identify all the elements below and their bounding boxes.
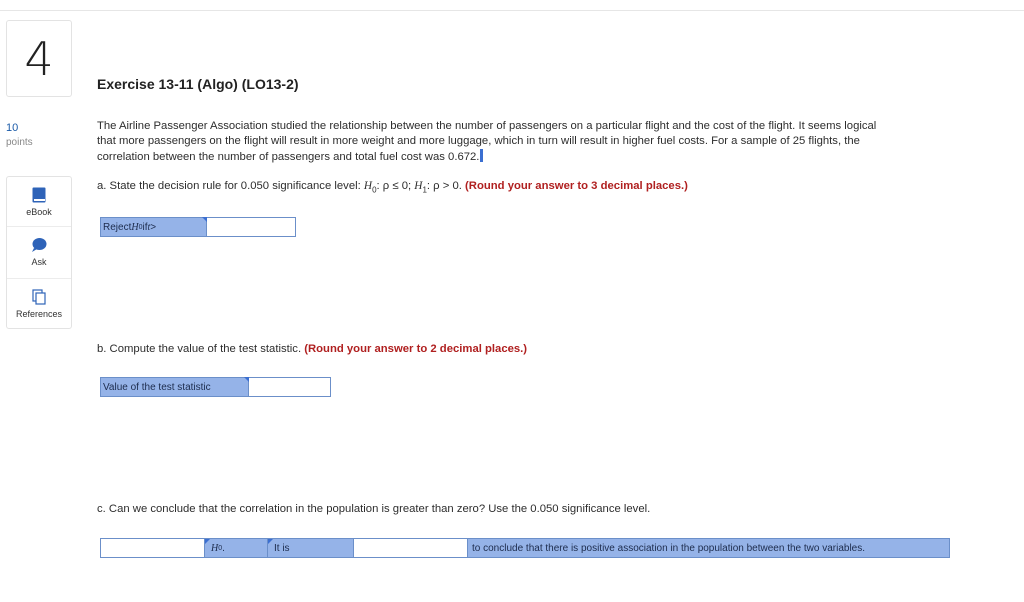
- part-b-prefix: b. Compute the value of the test statistic.: [97, 343, 305, 355]
- reject-text: Reject: [103, 221, 132, 233]
- chat-bubble-icon: [31, 237, 47, 253]
- it-is-label: [268, 539, 354, 557]
- part-a-prompt: [97, 180, 688, 194]
- conclusion-label: [468, 539, 949, 557]
- h0-label-period: .: [222, 542, 225, 554]
- part-a-hint: (Round your answer to 3 decimal places.): [465, 180, 688, 192]
- tools-panel: [6, 176, 72, 329]
- label-h-subscript: 0: [138, 223, 143, 231]
- part-a-prefix: a. State the decision rule for 0.050 significance level:: [97, 180, 364, 192]
- h0-subscript: 0: [372, 185, 377, 195]
- test-statistic-label-text: Value of the test statistic: [103, 381, 211, 393]
- part-a-answer-row: [100, 217, 296, 237]
- flag-marker: [244, 377, 249, 382]
- flag-marker: [202, 217, 207, 222]
- points-label: points: [6, 137, 33, 148]
- question-number: 4: [24, 31, 54, 86]
- flag-marker: [268, 539, 273, 544]
- it-is-text: It is: [274, 542, 290, 554]
- h0-label-subscript: 0: [218, 544, 223, 552]
- exercise-intro: [97, 119, 897, 165]
- test-statistic-input[interactable]: [249, 378, 330, 396]
- h0-symbol: H: [363, 180, 373, 192]
- ask-label: Ask: [31, 257, 47, 267]
- part-b-hint: (Round your answer to 2 decimal places.): [304, 343, 528, 355]
- conclusion-text: to conclude that there is positive association in the population between the two variables.: [472, 542, 866, 554]
- h0-decision-select[interactable]: [101, 539, 205, 557]
- label-h-symbol: H: [131, 221, 139, 233]
- intro-text: The Airline Passenger Association studied the relationship between the number of passengers on a particular flight and the cost of the flight. It seems logical that more passengers on the flight will result in more weight and more luggage, which in turn will result in higher fuel costs. For a sample of 25 flights, the correlation between the number of passengers and total fuel cost was 0.672.: [97, 120, 877, 163]
- top-divider: [0, 10, 1024, 11]
- part-c-prompt: c. Can we conclude that the correlation in the population is greater than zero? Use the 0.050 significance level.: [97, 503, 651, 515]
- reasonable-select[interactable]: [354, 539, 468, 557]
- points-value: 10: [6, 122, 19, 134]
- label-if-text: if: [142, 221, 148, 233]
- h1-symbol: H: [414, 180, 423, 192]
- h1-subscript: 1: [422, 185, 427, 195]
- label-gt-text: >: [150, 221, 157, 233]
- h1-relation: : ρ > 0.: [426, 180, 466, 192]
- part-b-prompt: [97, 343, 527, 355]
- question-number-box: [6, 20, 72, 97]
- book-icon: [32, 187, 46, 203]
- h0-label-symbol: H: [211, 542, 219, 554]
- exercise-title: Exercise 13-11 (Algo) (LO13-2): [97, 76, 299, 92]
- flag-marker: [205, 539, 210, 544]
- documents-icon: [32, 289, 46, 305]
- references-button[interactable]: [7, 289, 71, 319]
- test-statistic-label: [101, 378, 249, 396]
- h0-label: [205, 539, 268, 557]
- reject-rule-label: [101, 218, 207, 236]
- ebook-label: eBook: [26, 207, 52, 217]
- ask-button[interactable]: [7, 237, 71, 267]
- tool-divider: [7, 226, 71, 227]
- tool-divider: [7, 278, 71, 279]
- part-b-answer-row: [100, 377, 331, 397]
- label-t-symbol: t: [147, 221, 151, 233]
- text-cursor: [480, 149, 483, 162]
- part-c-answer-row: [100, 538, 950, 558]
- h0-relation: : ρ ≤ 0;: [376, 180, 415, 192]
- ebook-button[interactable]: [7, 187, 71, 217]
- critical-value-input[interactable]: [207, 218, 295, 236]
- references-label: References: [15, 309, 63, 319]
